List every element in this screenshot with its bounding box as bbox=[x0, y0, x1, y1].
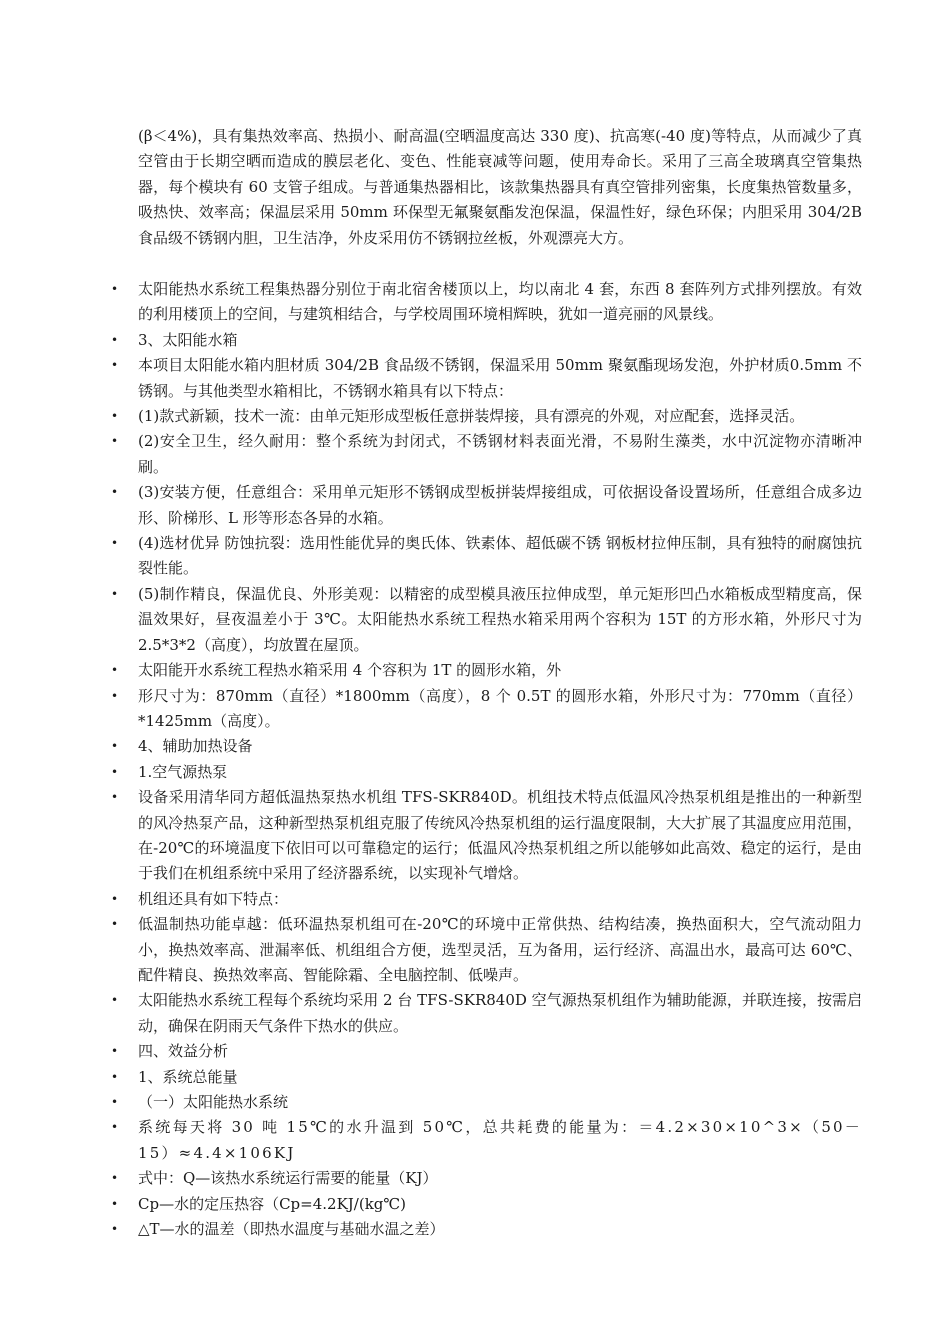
bullet-icon: • bbox=[111, 485, 119, 500]
section-heading: 四、效益分析 bbox=[138, 1042, 229, 1061]
list-item-text: 设备采用清华同方超低温热泵热水机组 TFS-SKR840D。机组技术特点低温风冷热泵机组是推出的一种新型的风冷热泵产品，这种新型热泵机组克服了传统风冷热泵机组的运行温度限制，大大扩展了其温度应用范围，在-20℃的环境温度下依旧可以可靠稳定的运行；低温风冷热泵机组之所以能够如此高效、稳定的运行，是由于我们在机组系统中采用了经济器系统，以实现补气增焓。 bbox=[138, 788, 862, 883]
list-item-text: 机组还具有如下特点： bbox=[138, 889, 289, 908]
list-item bbox=[0, 404, 862, 429]
list-item bbox=[0, 480, 862, 531]
bullet-icon: • bbox=[111, 409, 119, 424]
list-item bbox=[0, 1090, 862, 1115]
bullet-icon: • bbox=[111, 1069, 119, 1084]
bullet-icon: • bbox=[111, 917, 119, 932]
bullet-icon: • bbox=[111, 434, 119, 449]
bullet-icon: • bbox=[111, 764, 119, 779]
list-item-text: (4)选材优异 防蚀抗裂：选用性能优异的奥氏体、铁素体、超低碳不锈 钢板材拉伸压制，具有独特的耐腐蚀抗裂性能。 bbox=[138, 534, 862, 578]
list-item-text: Cp—水的定压热容（Cp=4.2KJ/(kg℃) bbox=[138, 1194, 407, 1213]
list-item bbox=[0, 760, 862, 785]
bullet-icon: • bbox=[111, 1222, 119, 1237]
list-item bbox=[0, 582, 862, 658]
bullet-icon: • bbox=[111, 1095, 119, 1109]
bullet-list bbox=[0, 277, 950, 1242]
list-item bbox=[0, 988, 862, 1039]
list-item-text: 太阳能开水系统工程热水箱采用 4 个容积为 1T 的圆形水箱，外 bbox=[138, 661, 562, 680]
bullet-icon: • bbox=[111, 358, 119, 373]
list-item bbox=[0, 1166, 862, 1191]
list-item bbox=[0, 531, 862, 582]
section-heading: 3、太阳能水箱 bbox=[138, 330, 238, 349]
list-item-text: 形尺寸为：870mm（直径）*1800mm（高度），8 个 0.5T 的圆形水箱，外形尺寸为：770mm（直径）*1425mm（高度）。 bbox=[138, 686, 862, 730]
list-item bbox=[0, 1065, 862, 1090]
bullet-icon: • bbox=[111, 663, 119, 678]
bullet-icon: • bbox=[111, 1171, 119, 1186]
bullet-icon: • bbox=[111, 993, 119, 1008]
list-item bbox=[0, 887, 862, 912]
bullet-icon: • bbox=[111, 790, 119, 805]
bullet-icon: • bbox=[111, 1120, 121, 1135]
section-heading: 1、系统总能量 bbox=[138, 1067, 238, 1086]
list-item-text: (1)款式新颖，技术一流：由单元矩形成型板任意拼装焊接，具有漂亮的外观，对应配套，选择灵活。 bbox=[138, 407, 805, 426]
list-item bbox=[0, 429, 862, 480]
list-item bbox=[0, 277, 862, 328]
bullet-icon: • bbox=[111, 1196, 119, 1211]
list-item bbox=[0, 785, 862, 887]
list-item-text: (5)制作精良，保温优良、外形美观：以精密的成型模具液压拉伸成型，单元矩形凹凸水箱板成型精度高，保温效果好，昼夜温差小于 3℃。太阳能热水系统工程热水箱采用两个容积为 15T 的方形水箱，外形尺寸为 2.5*3*2（高度），均放置在屋顶。 bbox=[138, 584, 862, 654]
list-item-text: 低温制热功能卓越：低环温热泵机组可在-20℃的环境中正常供热、结构结凑，换热面积大，空气流动阻力小，换热效率高、泄漏率低、机组组合方便，选型灵活，互为备用，运行经济、高温出水，最高可达 60℃、配件精良、换热效率高、智能除霜、全电脑控制、低噪声。 bbox=[138, 915, 862, 984]
section-heading: 1.空气源热泵 bbox=[138, 762, 228, 781]
bullet-icon: • bbox=[111, 1044, 119, 1059]
list-item-text: 式中：Q—该热水系统运行需要的能量（KJ） bbox=[138, 1169, 438, 1188]
bullet-icon: • bbox=[111, 586, 119, 601]
bullet-icon: • bbox=[111, 282, 119, 296]
list-item bbox=[0, 734, 862, 759]
list-item bbox=[0, 1039, 862, 1064]
list-item-text: (2)安全卫生，经久耐用：整个系统为封闭式，不锈钢材料表面光滑，不易附生藻类，水中沉淀物亦清晰冲刷。 bbox=[138, 432, 862, 476]
list-item bbox=[0, 1217, 862, 1242]
list-item bbox=[0, 684, 862, 735]
list-item bbox=[0, 328, 862, 353]
list-item-text: 太阳能热水系统工程每个系统均采用 2 台 TFS-SKR840D 空气源热泵机组作为辅助能源，并联连接，按需启动，确保在阴雨天气条件下热水的供应。 bbox=[138, 991, 862, 1035]
list-item bbox=[0, 353, 862, 404]
list-item-text: (3)安装方便，任意组合：采用单元矩形不锈钢成型板拼装焊接组成，可依据设备设置场所，任意组合成多边形、阶梯形、L 形等形态各异的水箱。 bbox=[138, 483, 862, 527]
list-item bbox=[0, 912, 862, 988]
section-heading: 4、辅助加热设备 bbox=[138, 737, 253, 756]
bullet-icon: • bbox=[111, 891, 119, 906]
formula-text: 系统每天将 30 吨 15℃的水升温到 50℃，总共耗费的能量为：＝4.2×30×10^3×（50－15）≈4.4×106KJ bbox=[138, 1118, 862, 1162]
list-item-text: △T—水的温差（即热水温度与基础水温之差） bbox=[138, 1220, 445, 1239]
section-heading: （一）太阳能热水系统 bbox=[138, 1093, 289, 1111]
list-item-text: 太阳能热水系统工程集热器分别位于南北宿舍楼顶以上，均以南北 4 套，东西 8 套阵列方式排列摆放。有效的利用楼顶上的空间，与建筑相结合，与学校周围环境相辉映，犹如一道亮丽的风景线。 bbox=[138, 280, 862, 324]
bullet-icon: • bbox=[111, 688, 119, 703]
bullet-icon: • bbox=[111, 332, 119, 347]
list-item bbox=[0, 1115, 862, 1166]
list-item bbox=[0, 1192, 862, 1217]
list-item bbox=[0, 658, 862, 683]
intro-paragraph: (β＜4%)，具有集热效率高、热损小、耐高温(空晒温度高达 330 度)、抗高寒(-40 度)等特点，从而减少了真空管由于长期空晒而造成的膜层老化、变色、性能衰减等问题，使用寿命长。采用了三高全玻璃真空管集热器，每个模块有 60 支管子组成。与普通集热器相比，该款集热器具有真空管排列密集，长度集热管数量多，吸热快、效率高；保温层采用 50mm 环保型无氟聚氨酯发泡保温，保温性好，绿色环保；内胆采用 304/2B 食品级不锈钢内胆，卫生洁净，外皮采用仿不锈钢拉丝板，外观漂亮大方。 bbox=[138, 127, 862, 247]
bullet-icon: • bbox=[111, 536, 119, 551]
bullet-icon: • bbox=[111, 739, 119, 754]
list-item-text: 本项目太阳能水箱内胆材质 304/2B 食品级不锈钢，保温采用 50mm 聚氨酯现场发泡，外护材质0.5mm 不锈钢。与其他类型水箱相比，不锈钢水箱具有以下特点： bbox=[138, 356, 862, 400]
